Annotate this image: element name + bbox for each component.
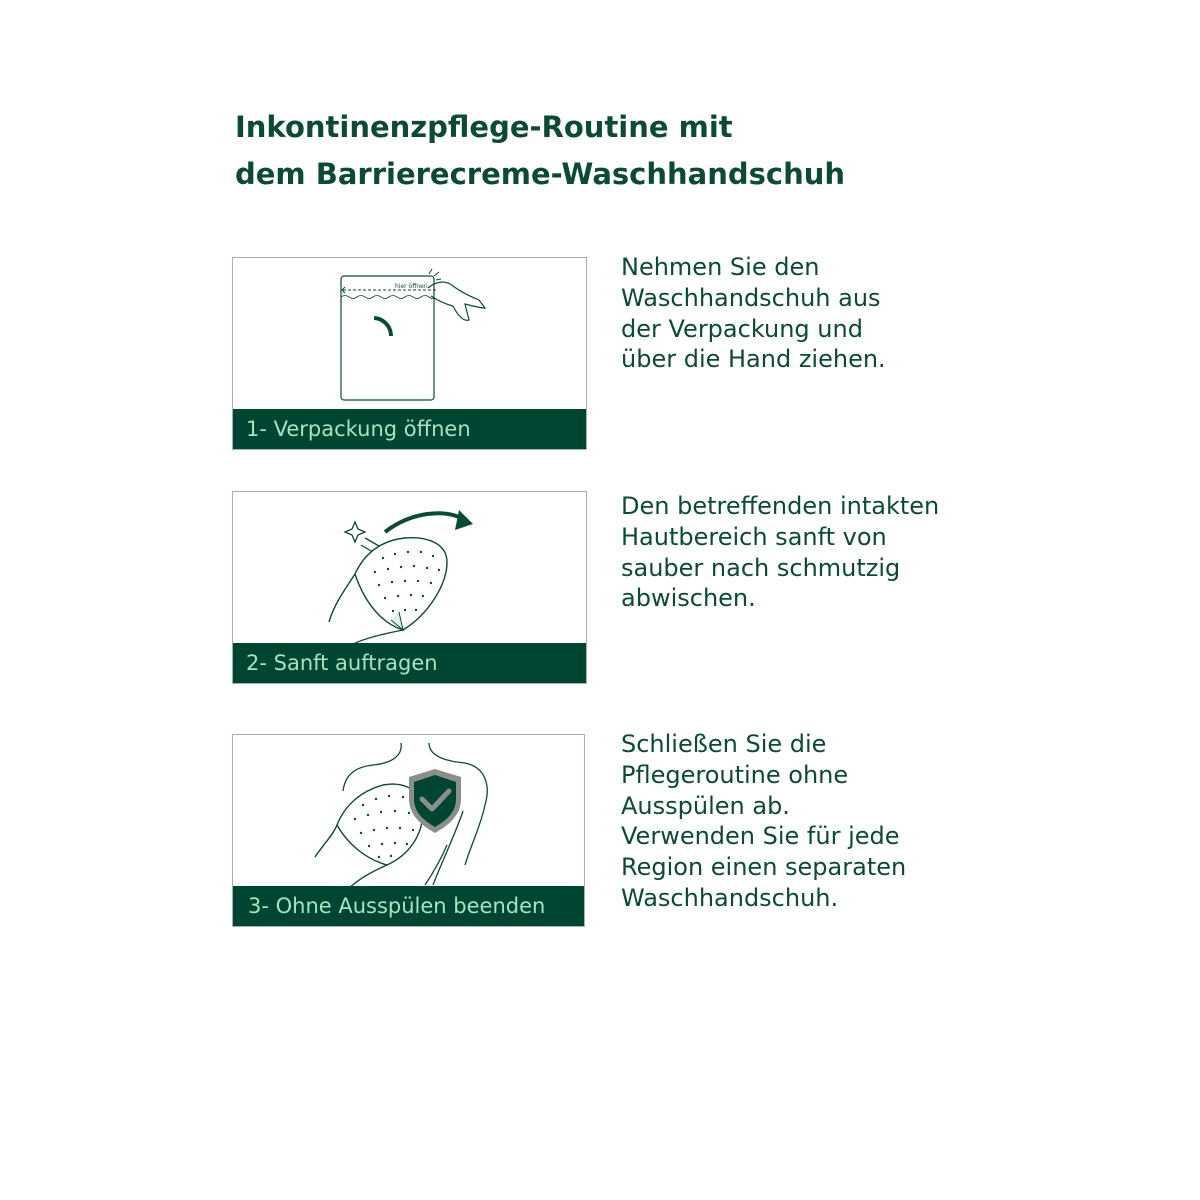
step-2-line-4: abwischen. xyxy=(621,584,756,613)
step-2-card xyxy=(232,491,587,684)
title-line-1: Inkontinenzpflege-Routine mit xyxy=(235,110,733,144)
step-3-card xyxy=(232,734,585,927)
step-3-line-5: Region einen separaten xyxy=(621,853,907,882)
step-1-line-2: Waschhandschuh aus xyxy=(621,283,881,312)
shield-check-icon xyxy=(233,735,585,888)
glove-wipe-icon xyxy=(233,492,587,645)
step-3-line-6: Waschhandschuh. xyxy=(621,883,839,912)
step-1-description xyxy=(621,252,1001,375)
step-3-line-4: Verwenden Sie für jede xyxy=(621,822,900,851)
step-1-line-4: über die Hand ziehen. xyxy=(621,345,886,374)
step-1-card xyxy=(232,257,587,450)
step-3-line-3: Ausspülen ab. xyxy=(621,791,790,820)
step-1-label: 1- Verpackung öffnen xyxy=(233,409,586,449)
step-3-label: 3- Ohne Ausspülen beenden xyxy=(233,886,584,926)
package-hint: hier öffnen xyxy=(395,283,428,290)
step-1-line-1: Nehmen Sie den xyxy=(621,253,820,281)
page-title xyxy=(235,104,995,198)
package-open-icon xyxy=(233,258,587,411)
step-2-line-2: Hautbereich sanft von xyxy=(621,522,887,551)
step-3-line-2: Pflegeroutine ohne xyxy=(621,760,849,789)
step-3-description xyxy=(621,729,1001,914)
step-3-line-1: Schließen Sie die xyxy=(621,730,827,758)
title-line-2: dem Barrierecreme-Waschhandschuh xyxy=(235,157,846,191)
step-2-label: 2- Sanft auftragen xyxy=(233,643,586,683)
step-1-line-3: der Verpackung und xyxy=(621,314,863,343)
step-2-line-1: Den betreffenden intakten xyxy=(621,492,940,520)
step-2-description xyxy=(621,491,1001,614)
step-2-line-3: sauber nach schmutzig xyxy=(621,553,901,582)
